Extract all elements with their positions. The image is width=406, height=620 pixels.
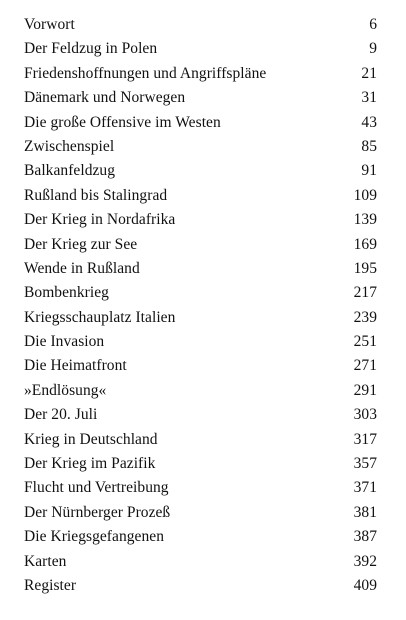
toc-entry-page-number: 217 xyxy=(353,284,377,302)
toc-entry-page-number: 392 xyxy=(353,552,377,570)
toc-entry-page-number: 271 xyxy=(353,357,377,375)
toc-entry xyxy=(24,37,377,61)
toc-entry-page-number: 291 xyxy=(353,381,377,399)
toc-entry xyxy=(24,379,377,403)
toc-entry xyxy=(24,403,377,427)
toc-entry-page-number: 9 xyxy=(369,40,377,58)
toc-entry-page-number: 317 xyxy=(353,430,377,448)
toc-entry-page-number: 139 xyxy=(353,211,377,229)
toc-entry xyxy=(24,501,377,525)
toc-entry-page-number: 239 xyxy=(353,308,377,326)
toc-entry-title: Bombenkrieg xyxy=(24,284,109,302)
toc-entry xyxy=(24,111,377,135)
toc-entry-title: Der Krieg in Nordafrika xyxy=(24,211,176,229)
toc-entry-title: Der Krieg zur See xyxy=(24,235,138,253)
toc-entry xyxy=(24,550,377,574)
toc-entry-title: Die Kriegsgefangenen xyxy=(24,528,165,546)
toc-entry-title: Die Heimatfront xyxy=(24,357,127,375)
toc-entry xyxy=(24,525,377,549)
toc-entry-title: Balkanfeldzug xyxy=(24,162,116,180)
toc-entry-page-number: 409 xyxy=(353,576,377,594)
toc-entry-title: Der 20. Juli xyxy=(24,406,98,424)
toc-entry-title: Krieg in Deutschland xyxy=(24,430,158,448)
table-of-contents xyxy=(24,13,377,598)
toc-entry xyxy=(24,159,377,183)
toc-entry-page-number: 169 xyxy=(353,235,377,253)
toc-entry-page-number: 387 xyxy=(353,528,377,546)
toc-entry-title: Der Feldzug in Polen xyxy=(24,40,158,58)
toc-entry xyxy=(24,476,377,500)
toc-entry-title: »Endlösung« xyxy=(24,381,107,399)
toc-entry-page-number: 251 xyxy=(353,333,377,351)
toc-entry xyxy=(24,574,377,598)
toc-entry-title: Wende in Rußland xyxy=(24,259,140,277)
toc-entry-page-number: 91 xyxy=(361,162,377,180)
toc-entry-page-number: 381 xyxy=(353,503,377,521)
toc-entry xyxy=(24,354,377,378)
toc-entry-title: Register xyxy=(24,576,77,594)
toc-entry-title: Kriegsschauplatz Italien xyxy=(24,308,176,326)
toc-entry-page-number: 195 xyxy=(353,259,377,277)
toc-entry xyxy=(24,62,377,86)
toc-entry xyxy=(24,86,377,110)
toc-entry-page-number: 303 xyxy=(353,406,377,424)
toc-entry-title: Rußland bis Stalingrad xyxy=(24,186,168,204)
toc-entry-title: Friedenshoffnungen und Angriffspläne xyxy=(24,64,267,82)
toc-entry-title: Zwischenspiel xyxy=(24,137,115,155)
toc-entry xyxy=(24,306,377,330)
toc-entry xyxy=(24,13,377,37)
toc-entry-title: Flucht und Vertreibung xyxy=(24,479,169,497)
toc-entry-page-number: 109 xyxy=(353,186,377,204)
toc-entry-page-number: 43 xyxy=(361,113,377,131)
toc-entry-title: Die Invasion xyxy=(24,333,105,351)
toc-entry-title: Karten xyxy=(24,552,67,570)
toc-entry-title: Die große Offensive im Westen xyxy=(24,113,221,131)
toc-entry-page-number: 31 xyxy=(361,89,377,107)
toc-entry-title: Dänemark und Norwegen xyxy=(24,89,186,107)
toc-entry xyxy=(24,184,377,208)
toc-entry-page-number: 6 xyxy=(369,16,377,33)
toc-entry xyxy=(24,233,377,257)
toc-entry-title: Vorwort xyxy=(24,16,75,33)
toc-entry-title: Der Krieg im Pazifik xyxy=(24,455,156,473)
toc-entry-page-number: 371 xyxy=(353,479,377,497)
toc-entry xyxy=(24,330,377,354)
toc-entry xyxy=(24,281,377,305)
toc-entry xyxy=(24,428,377,452)
toc-entry xyxy=(24,208,377,232)
toc-entry-page-number: 21 xyxy=(361,64,377,82)
toc-entry-title: Der Nürnberger Prozeß xyxy=(24,503,171,521)
toc-entry xyxy=(24,135,377,159)
toc-entry-page-number: 357 xyxy=(353,455,377,473)
toc-entry xyxy=(24,257,377,281)
toc-entry-page-number: 85 xyxy=(361,137,377,155)
toc-entry xyxy=(24,452,377,476)
